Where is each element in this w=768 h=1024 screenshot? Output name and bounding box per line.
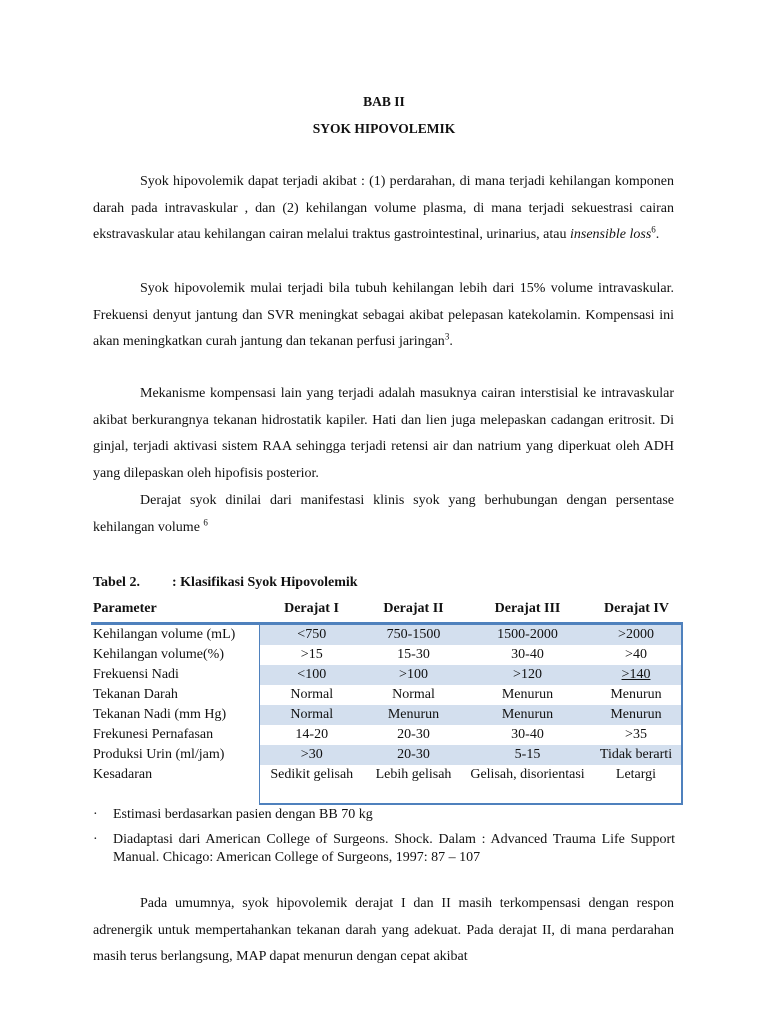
- paragraph-5: Pada umumnya, syok hipovolemik derajat I dan II masih terkompensasi dengan respon adrenergik untuk mempertahankan tekanan darah yang adekuat. Pada derajat II, di mana perdarahan masih terus berlangsung, MAP dapat menurun dengan cepat akibat: [93, 896, 674, 964]
- table-row: [91, 665, 682, 685]
- table-cell: >120: [464, 665, 592, 685]
- row-label: Frekunesi Pernafasan: [91, 725, 260, 745]
- table-cell: 5-15: [464, 745, 592, 765]
- table-cell: 20-30: [397, 727, 430, 742]
- paragraph-2: Syok hipovolemik mulai terjadi bila tubuh kehilangan lebih dari 15% volume intravaskular. Frekuensi denyut jantung dan SVR meningkat sebagai akibat pelepasan katekolamin. Kompensasi ini akan meningkatkan curah jantung dan tekanan perfusi jaringan$^3$.: [93, 281, 674, 349]
- table-cell: >2000: [592, 624, 682, 646]
- note-item: · Diadaptasi dari American College of Surgeons. Shock. Dalam : Advanced Trauma Life Support Manual. Chicago: American College of Surgeons, 1997: 87 – 107: [93, 832, 675, 865]
- table-cell: Letargi: [592, 765, 682, 804]
- table-cell: 20-30: [364, 745, 464, 765]
- table-cell: Gelisah, disorientasi: [464, 765, 592, 804]
- table-cell: 30-40: [511, 647, 544, 662]
- table-caption: Tabel 2. : Klasifikasi Syok Hipovolemik: [93, 575, 358, 590]
- header-cell: Derajat IV: [592, 598, 682, 624]
- table-cell: Menurun: [501, 687, 554, 702]
- table-cell: <100: [260, 665, 364, 685]
- table-row: [91, 765, 682, 804]
- table-cell: Menurun: [464, 705, 592, 725]
- paragraph-4: Derajat syok dinilai dari manifestasi klinis syok yang berhubungan dengan persentase kehilangan volume $^6$: [93, 493, 674, 535]
- table-cell: >100: [364, 665, 464, 685]
- header-cell: Derajat II: [364, 598, 464, 624]
- table-cell: 30-40: [511, 727, 544, 742]
- row-label: Kesadaran: [91, 765, 260, 804]
- table-row: [91, 725, 682, 745]
- table-row: [91, 685, 682, 705]
- table-cell: Lebih gelisah: [364, 765, 464, 804]
- table-row: [91, 645, 682, 665]
- bullet: ·: [93, 832, 98, 847]
- row-label: Tekanan Nadi (mm Hg): [91, 705, 260, 725]
- table-notes: [93, 806, 675, 874]
- table-cell: Menurun: [592, 705, 682, 725]
- table-cell: >30: [260, 745, 364, 765]
- header-cell: Derajat I: [260, 598, 364, 624]
- chapter-title: SYOK HIPOVOLEMIK: [312, 121, 456, 136]
- table-cell: >35: [592, 725, 682, 745]
- table-row: [91, 745, 682, 765]
- row-label: Kehilangan volume (mL): [91, 624, 260, 646]
- bullet: ·: [93, 807, 98, 822]
- table-cell: Menurun: [592, 685, 682, 705]
- table-cell: Tidak berarti: [592, 745, 682, 765]
- table-cell: 750-1500: [364, 624, 464, 646]
- paragraph-1: Syok hipovolemik dapat terjadi akibat : (1) perdarahan, di mana terjadi kehilangan komponen darah pada intravaskular , dan (2) kehilangan volume plasma, di mana terjadi sekuestrasi cairan ekstravaskular atau kehilangan cairan melalui traktus gastrointestinal, urinarius, atau insensible loss$^6$.: [93, 174, 674, 242]
- header-cell: Derajat III: [464, 598, 592, 624]
- table-cell: 14-20: [295, 727, 329, 742]
- row-label: Frekuensi Nadi: [91, 665, 260, 685]
- table-cell: <750: [260, 624, 364, 646]
- table-cell: >15: [300, 647, 323, 662]
- table-row: [91, 624, 682, 646]
- table-cell: Normal: [392, 687, 435, 702]
- header-cell: Parameter: [91, 598, 260, 624]
- note-item: · Estimasi berdasarkan pasien dengan BB 70 kg: [93, 807, 373, 822]
- paragraph-3: Mekanisme kompensasi lain yang terjadi adalah masuknya cairan interstisial ke intravaskular akibat berkurangnya tekanan hidrostatik kapiler. Hati dan lien juga melepaskan cadangan eritrosit. Di ginjal, terjadi aktivasi sistem RAA sehingga terjadi retensi air dan natrium yang diperkuat oleh ADH yang dilepaskan oleh hipofisis posterior.: [93, 386, 674, 481]
- row-label: Produksi Urin (ml/jam): [91, 745, 260, 765]
- table-row: [91, 705, 682, 725]
- table-cell: >40: [592, 645, 682, 665]
- table-cell: Normal: [290, 687, 334, 702]
- row-label: Kehilangan volume(%): [91, 645, 260, 665]
- table-cell: Menurun: [364, 705, 464, 725]
- table-cell: 1500-2000: [464, 624, 592, 646]
- classification-table: [91, 598, 683, 805]
- table-cell: >140: [592, 665, 682, 685]
- row-label: Tekanan Darah: [91, 685, 260, 705]
- chapter-heading: BAB II: [363, 94, 405, 109]
- table-cell: Sedikit gelisah: [260, 765, 364, 804]
- table-cell: Normal: [260, 705, 364, 725]
- table-header-row: [91, 598, 682, 624]
- table-cell: 15-30: [397, 647, 430, 662]
